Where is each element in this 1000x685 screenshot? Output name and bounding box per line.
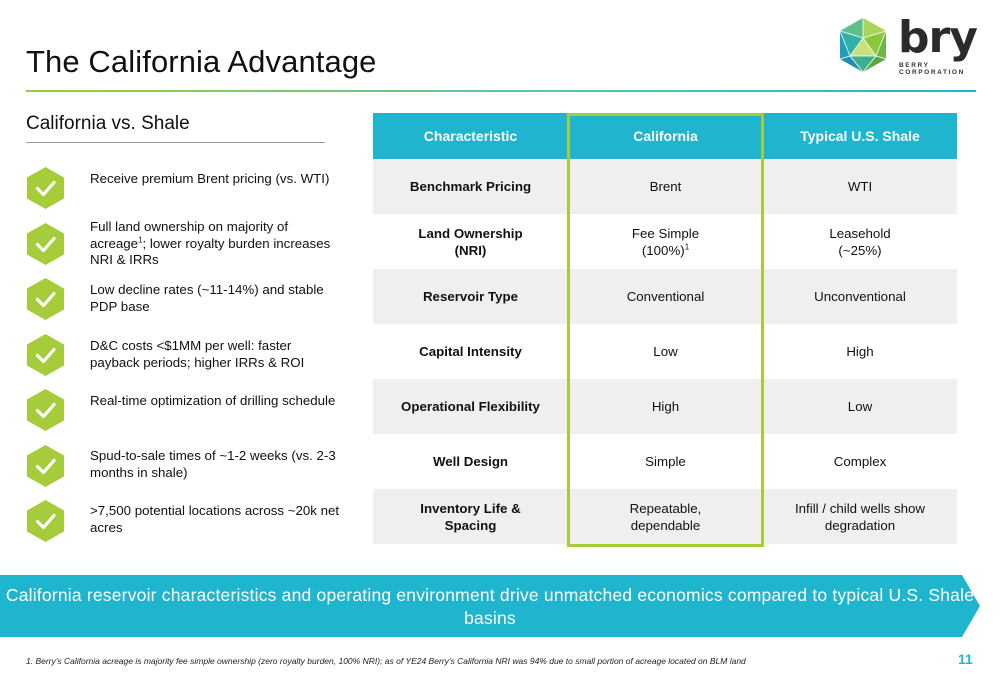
column-header-shale: Typical U.S. Shale [800, 128, 920, 144]
logo-subtitle [899, 62, 965, 76]
logo-wordmark: bry [898, 12, 977, 63]
section-heading: California vs. Shale [26, 113, 190, 134]
list-item-text: Low decline rates (~11-14%) and stable PDP base [90, 282, 324, 314]
checkmark-hexagon-icon [26, 166, 65, 210]
california-cell-text: Fee Simple (100%) [631, 225, 700, 258]
row-label: Reservoir Type [422, 289, 519, 304]
list-item-text [90, 219, 340, 269]
footnote-marker: 1 [138, 235, 143, 245]
table-row [373, 159, 957, 214]
list-item-text: Spud-to-sale times of ~1-2 weeks (vs. 2-3 months in shale) [90, 448, 336, 480]
checkmark-hexagon-icon [26, 444, 65, 488]
list-item-text-part: ; lower royalty burden increases NRI & IRRs [90, 235, 331, 267]
row-label: Inventory Life & Spacing [420, 500, 521, 533]
checkmark-hexagon-icon [26, 222, 65, 266]
shale-cell: High [846, 344, 874, 359]
title-divider [26, 90, 976, 92]
row-label: Benchmark Pricing [409, 179, 532, 194]
list-item-text: >7,500 potential locations across ~20k net acres [90, 503, 340, 535]
list-item [26, 499, 340, 543]
list-item [26, 388, 336, 432]
logo-subtitle-line1: BERRY [899, 62, 930, 69]
conclusion-banner [0, 575, 980, 637]
list-item-text-part: Full land ownership on majority of acreage [90, 219, 289, 251]
shale-cell: Complex [833, 454, 887, 469]
california-cell: Conventional [626, 289, 705, 304]
row-label: Land Ownership (NRI) [418, 225, 523, 258]
page-number: 11 [958, 651, 973, 667]
checkmark-hexagon-icon [26, 277, 65, 321]
row-label: Capital Intensity [419, 344, 522, 359]
table-row [373, 489, 957, 544]
shale-cell: Low [847, 399, 873, 414]
checkmark-hexagon-icon [26, 333, 65, 377]
california-cell [568, 214, 763, 269]
column-header-characteristic: Characteristic [423, 128, 518, 144]
shale-cell: Unconventional [814, 289, 906, 304]
section-heading-divider [26, 142, 325, 143]
shale-cell: WTI [847, 179, 873, 194]
table-row [373, 379, 957, 434]
list-item [26, 219, 336, 267]
list-item-text: Receive premium Brent pricing (vs. WTI) [90, 171, 330, 186]
column-header-california: California [633, 128, 698, 144]
table-row [373, 324, 957, 379]
checkmark-hexagon-icon [26, 499, 65, 543]
page-title: The California Advantage [26, 44, 377, 79]
list-item [26, 166, 336, 210]
row-label: Well Design [432, 454, 509, 469]
shale-cell: Leasehold (~25%) [829, 225, 891, 258]
list-item-text: D&C costs <$1MM per well: faster payback periods; higher IRRs & ROI [90, 338, 305, 370]
icosahedron-logo-icon [836, 16, 890, 74]
checkmark-hexagon-icon [26, 388, 65, 432]
table-row [373, 434, 957, 489]
table-header [373, 113, 957, 159]
list-item-text: Real-time optimization of drilling schedule [90, 393, 336, 408]
table-row [373, 269, 957, 324]
footnote: 1. Berry's California acreage is majority fee simple ownership (zero royalty burden, 100% NRI); as of YE24 Berry's California NRI was 94% due to small portion of acreage located on BLM land [26, 656, 746, 666]
shale-cell: Infill / child wells show degradation [794, 500, 926, 533]
footnote-marker: 1 [684, 242, 690, 252]
berry-logo [836, 12, 977, 78]
california-cell: Brent [649, 179, 682, 194]
list-item [26, 444, 336, 488]
list-item [26, 333, 336, 377]
banner-text: California reservoir characteristics and operating environment drive unmatched economics compared to typical U.S. Shale basins [5, 585, 975, 628]
california-cell: Simple [645, 454, 686, 469]
california-cell: Low [653, 344, 678, 359]
california-cell: Repeatable, dependable [629, 500, 702, 533]
table-row [373, 214, 957, 269]
row-label: Operational Flexibility [401, 399, 540, 414]
logo-subtitle-line2: CORPORATION [899, 69, 965, 76]
california-cell: High [651, 399, 680, 414]
list-item [26, 277, 336, 321]
